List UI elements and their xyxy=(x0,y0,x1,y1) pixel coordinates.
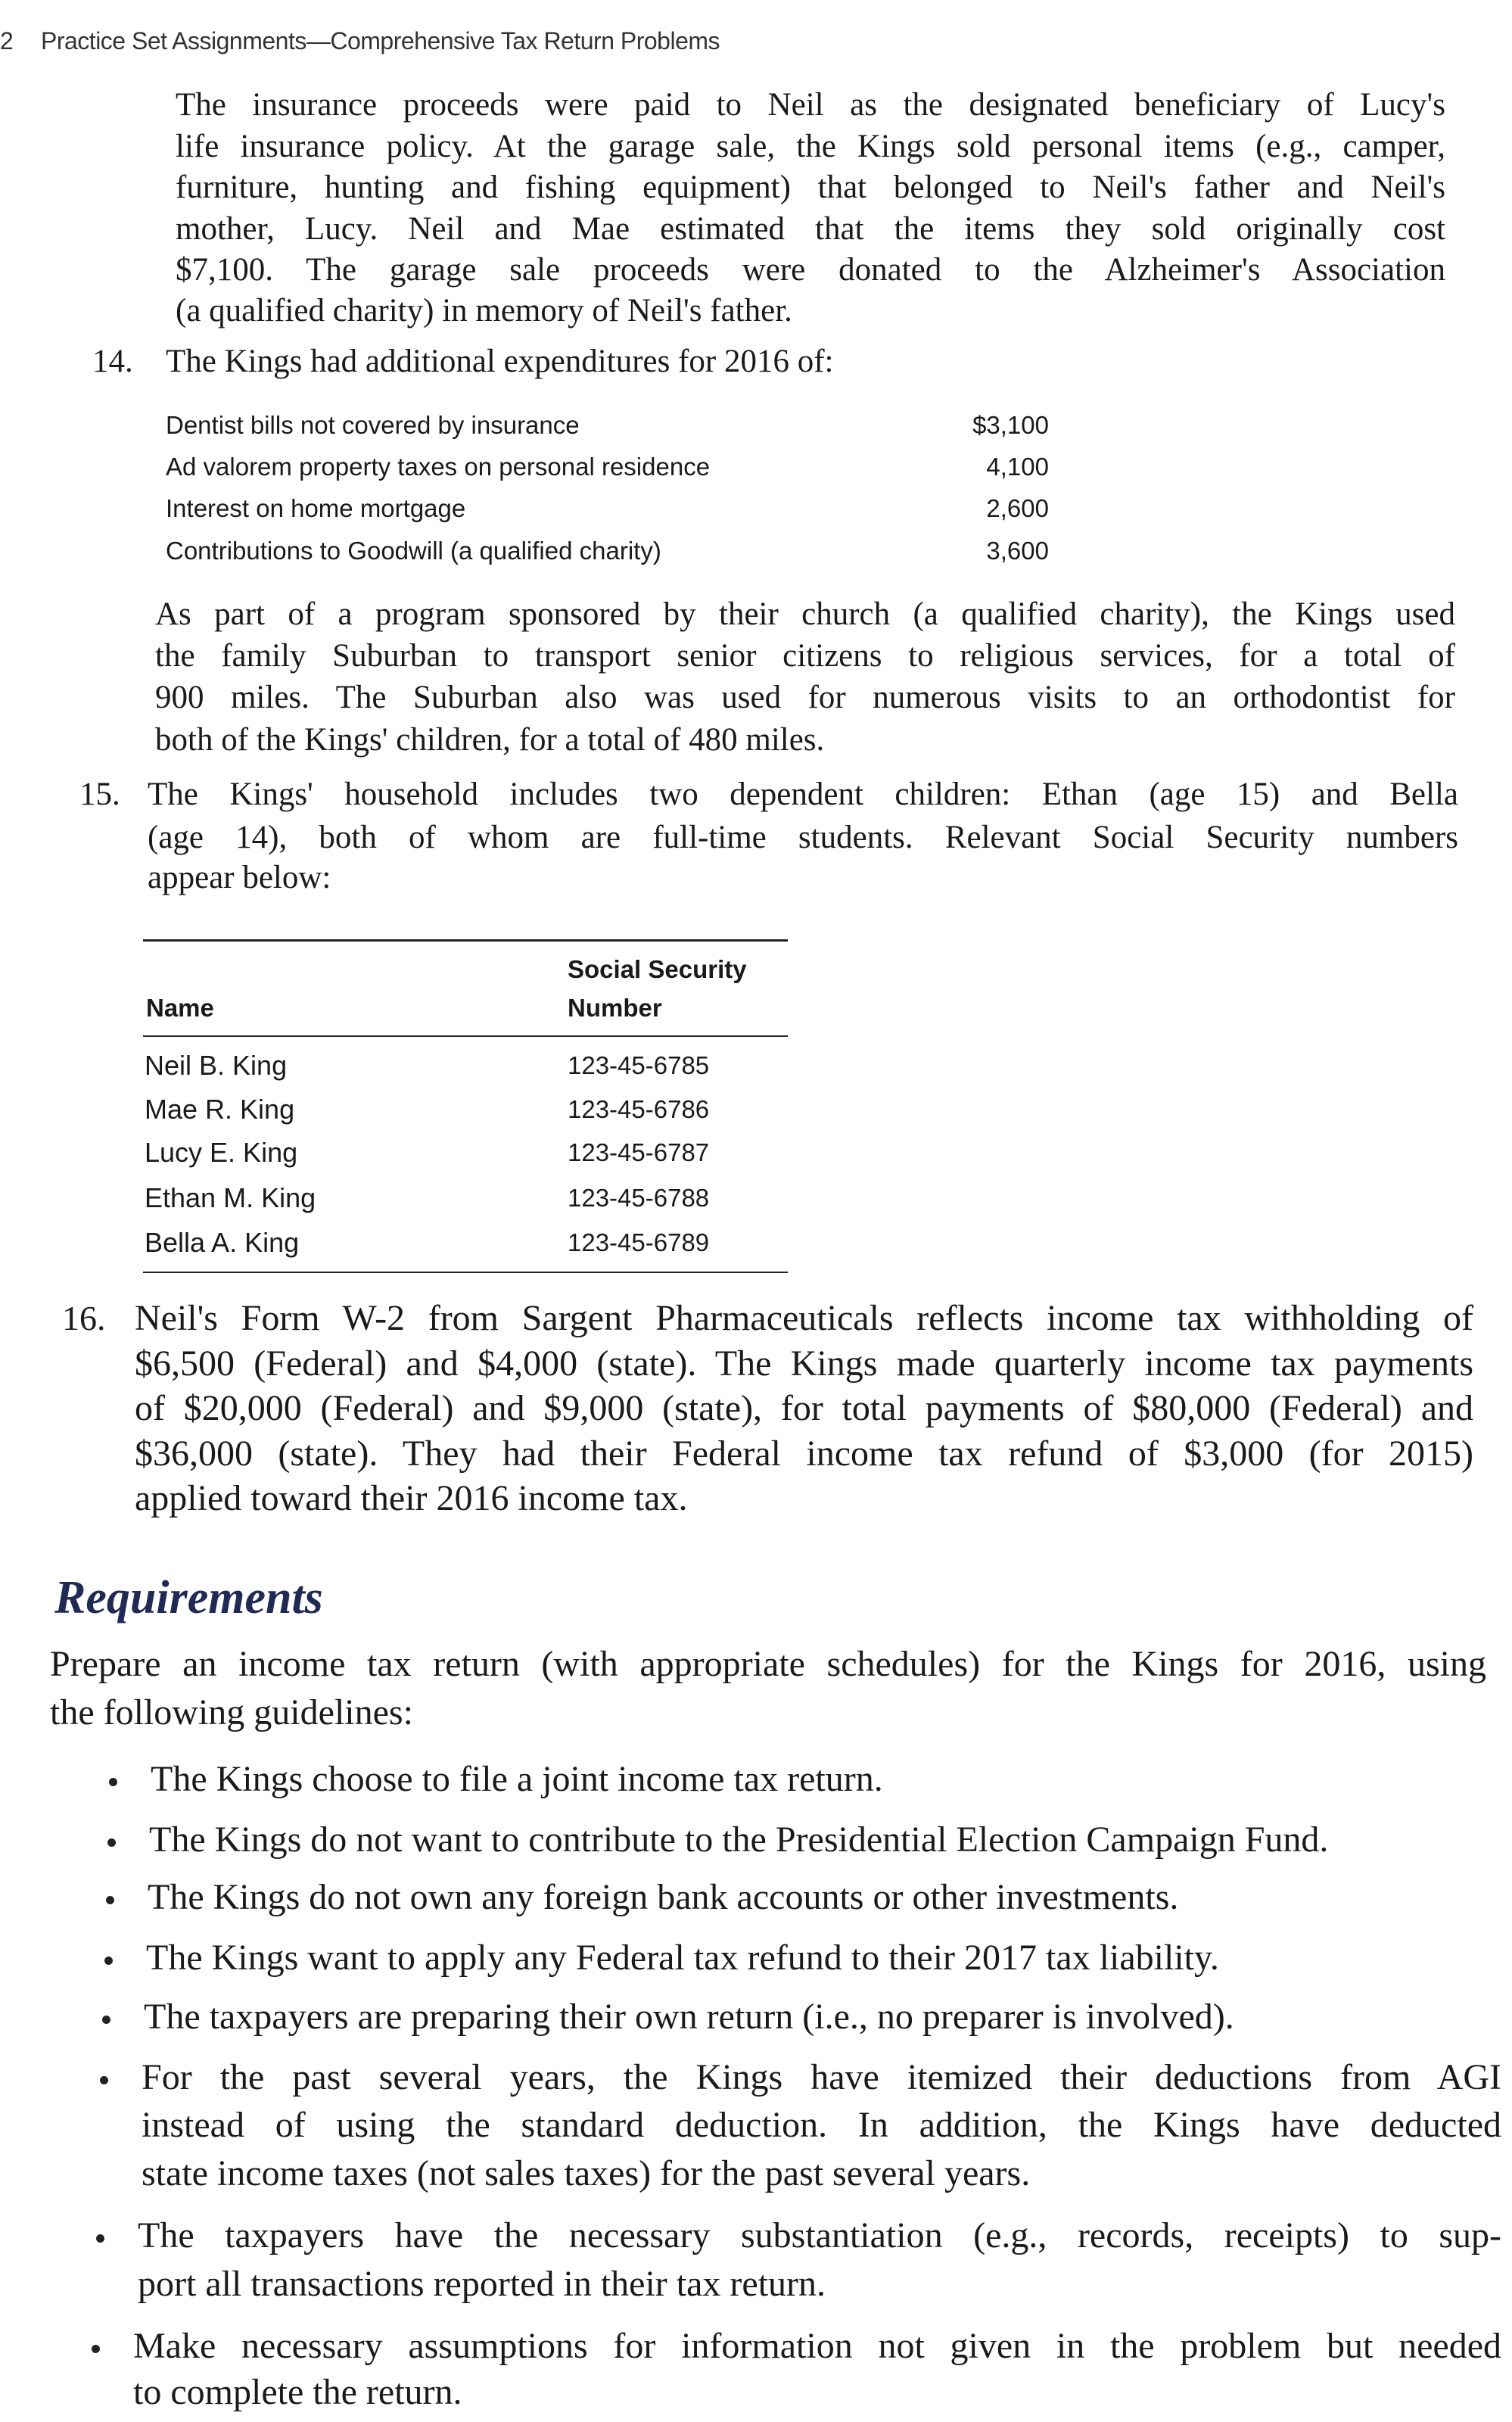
column-header-ssn: Social Security xyxy=(568,955,747,983)
bullet-icon xyxy=(106,1896,114,1904)
requirement-bullet-line: For the past several years, the Kings have itemized their deductions from AGI xyxy=(142,2057,1501,2097)
bullet-icon xyxy=(104,1957,113,1965)
paragraph-line: life insurance policy. At the garage sale, the Kings sold personal items (e.g., camper, xyxy=(176,129,1445,164)
page-number: 2 xyxy=(0,27,14,54)
table-cell-ssn: 123-45-6786 xyxy=(568,1095,710,1123)
expense-label: Ad valorem property taxes on personal residence xyxy=(166,453,711,481)
bullet-icon xyxy=(102,2016,110,2024)
item-number: 16. xyxy=(62,1299,106,1337)
bullet-icon xyxy=(96,2234,104,2243)
table-cell-ssn: 123-45-6787 xyxy=(568,1138,710,1166)
table-cell-name: Neil B. King xyxy=(145,1050,288,1081)
paragraph-line: mother, Lucy. Neil and Mae estimated that the items they sold originally cost xyxy=(176,211,1445,247)
paragraph-line: of $20,000 (Federal) and $9,000 (state), for total payments of $80,000 (Federal) and xyxy=(135,1388,1473,1428)
item-number: 14. xyxy=(92,344,133,379)
bullet-icon xyxy=(100,2076,108,2084)
item-number: 15. xyxy=(79,777,120,812)
paragraph-line: As part of a program sponsored by their church (a qualified charity), the Kings used xyxy=(155,596,1455,632)
expense-amount: 2,600 xyxy=(986,494,1049,522)
expense-amount: $3,100 xyxy=(972,411,1049,439)
requirement-bullet-line: state income taxes (not sales taxes) for the past several years. xyxy=(142,2153,1031,2193)
paragraph-line: (age 14), both of whom are full-time students. Relevant Social Security numbers xyxy=(148,820,1458,855)
table-cell-ssn: 123-45-6789 xyxy=(568,1228,710,1256)
expense-label: Interest on home mortgage xyxy=(166,494,466,522)
table-bottom-rule xyxy=(143,1272,788,1273)
paragraph-line: Prepare an income tax return (with appropriate schedules) for the Kings for 2016, using xyxy=(50,1644,1486,1684)
running-title: Practice Set Assignments—Comprehensive Tax Return Problems xyxy=(41,27,720,54)
requirement-bullet-line: The Kings want to apply any Federal tax refund to their 2017 tax liability. xyxy=(146,1938,1219,1978)
expense-amount: 4,100 xyxy=(986,453,1049,481)
paragraph-line: $7,100. The garage sale proceeds were donated to the Alzheimer's Association xyxy=(176,252,1445,288)
expense-amount: 3,600 xyxy=(986,537,1049,565)
requirement-bullet-line: port all transactions reported in their tax return. xyxy=(138,2264,826,2304)
requirement-bullet-line: The Kings do not want to contribute to the Presidential Election Campaign Fund. xyxy=(149,1820,1329,1860)
paragraph-line: both of the Kings' children, for a total of 480 miles. xyxy=(155,722,825,758)
paragraph-line: 900 miles. The Suburban also was used for numerous visits to an orthodontist for xyxy=(155,680,1455,715)
table-cell-name: Mae R. King xyxy=(145,1094,295,1125)
expense-label: Contributions to Goodwill (a qualified charity) xyxy=(166,537,661,565)
paragraph-line: The insurance proceeds were paid to Neil as the designated beneficiary of Lucy's xyxy=(176,87,1445,123)
column-header-name: Name xyxy=(146,994,214,1022)
paragraph-line: the following guidelines: xyxy=(50,1692,413,1732)
requirement-bullet-line: instead of using the standard deduction. In addition, the Kings have deducted xyxy=(142,2105,1501,2145)
paragraph-line: appear below: xyxy=(148,860,331,895)
requirement-bullet-line: The taxpayers are preparing their own return (i.e., no preparer is involved). xyxy=(144,1997,1234,2037)
table-header-rule xyxy=(143,1035,788,1037)
requirement-bullet-line: The taxpayers have the necessary substantiation (e.g., records, receipts) to sup- xyxy=(138,2215,1501,2255)
item-text: The Kings had additional expenditures for 2016 of: xyxy=(166,344,834,379)
requirement-bullet-line: to complete the return. xyxy=(133,2372,462,2412)
requirement-bullet-line: The Kings do not own any foreign bank accounts or other investments. xyxy=(148,1877,1179,1917)
paragraph-line: applied toward their 2016 income tax. xyxy=(135,1478,688,1518)
table-cell-name: Ethan M. King xyxy=(145,1182,316,1213)
bullet-icon xyxy=(92,2345,100,2353)
paragraph-line: furniture, hunting and fishing equipment) that belonged to Neil's father and Neil's xyxy=(176,170,1445,205)
paragraph-line: (a qualified charity) in memory of Neil's father. xyxy=(176,293,792,328)
table-cell-name: Lucy E. King xyxy=(145,1137,298,1168)
bullet-icon xyxy=(107,1838,116,1847)
column-header-ssn: Number xyxy=(568,994,662,1022)
paragraph-line: the family Suburban to transport senior citizens to religious services, for a total of xyxy=(155,638,1455,674)
table-cell-ssn: 123-45-6788 xyxy=(568,1184,710,1212)
table-cell-name: Bella A. King xyxy=(145,1227,300,1258)
paragraph-line: $36,000 (state). They had their Federal income tax refund of $3,000 (for 2015) xyxy=(135,1434,1473,1474)
requirements-heading: Requirements xyxy=(54,1572,323,1623)
table-top-rule xyxy=(143,939,788,942)
paragraph-line: The Kings' household includes two dependent children: Ethan (age 15) and Bella xyxy=(148,777,1458,812)
paragraph-line: Neil's Form W-2 from Sargent Pharmaceuticals reflects income tax withholding of xyxy=(135,1298,1473,1338)
expense-label: Dentist bills not covered by insurance xyxy=(166,411,580,439)
requirement-bullet-line: The Kings choose to file a joint income tax return. xyxy=(151,1759,883,1799)
paragraph-line: $6,500 (Federal) and $4,000 (state). The Kings made quarterly income tax payments xyxy=(135,1343,1473,1384)
table-cell-ssn: 123-45-6785 xyxy=(568,1051,710,1079)
requirement-bullet-line: Make necessary assumptions for information not given in the problem but needed xyxy=(133,2326,1501,2366)
bullet-icon xyxy=(109,1778,117,1786)
